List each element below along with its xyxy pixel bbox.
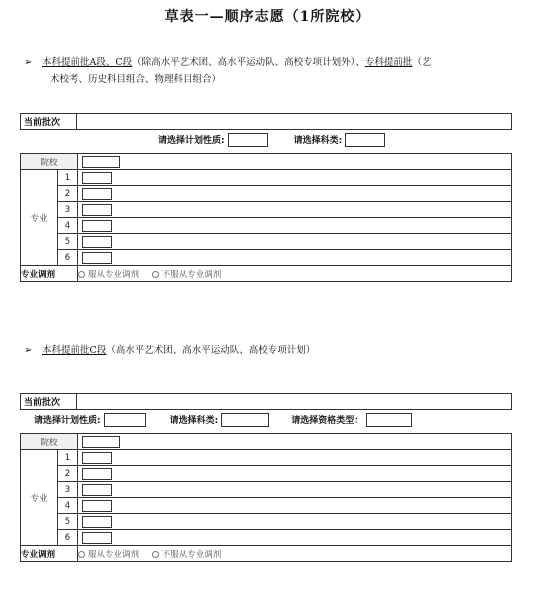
major-number: 2 <box>58 466 78 482</box>
major-input-2[interactable] <box>82 468 112 480</box>
major-row <box>21 218 512 234</box>
batch-note-line2: 术校考、历史科目组合、物理科目组合） <box>50 74 222 85</box>
school-row <box>21 434 512 450</box>
major-row <box>21 466 512 482</box>
plan-type-select[interactable] <box>228 133 268 147</box>
qualification-type-select[interactable] <box>366 413 412 427</box>
major-row <box>21 482 512 498</box>
batch-note: （高水平艺术团、高水平运动队、高校专项计划） <box>106 345 316 356</box>
school-input[interactable] <box>82 156 120 168</box>
adjust-no-option[interactable]: 不服从专业调剂 <box>152 270 222 280</box>
volunteer-table-2 <box>20 433 512 562</box>
major-row <box>21 202 512 218</box>
major-row <box>21 234 512 250</box>
adjust-no-option[interactable]: 不服从专业调剂 <box>152 550 222 560</box>
batch-note: （除高水平艺术团、高水平运动队、高校专项计划外）、 <box>132 57 365 68</box>
qualification-type-label: 请选择资格类型： <box>291 416 364 426</box>
batch-name-c: 本科提前批C段 <box>42 345 107 356</box>
radio-icon[interactable] <box>78 551 85 558</box>
batch-name-a-c: 本科提前批A段、C段 <box>42 57 133 68</box>
radio-icon[interactable] <box>152 271 159 278</box>
major-number: 6 <box>58 530 78 546</box>
major-number: 5 <box>58 514 78 530</box>
major-row <box>21 514 512 530</box>
section2-heading <box>24 342 514 359</box>
subject-type-label: 请选择科类: <box>169 416 219 426</box>
selection-row <box>34 411 512 428</box>
major-number: 3 <box>58 202 78 218</box>
major-input-6[interactable] <box>82 532 112 544</box>
arrow-bullet-icon: ➢ <box>24 57 33 68</box>
volunteer-table-1 <box>20 153 512 282</box>
major-number: 6 <box>58 250 78 266</box>
plan-type-select[interactable] <box>104 413 146 427</box>
school-input[interactable] <box>82 436 120 448</box>
adjust-yes-option[interactable]: 服从专业调剂 <box>78 270 139 280</box>
major-number: 1 <box>58 450 78 466</box>
major-number: 4 <box>58 218 78 234</box>
school-row <box>21 154 512 170</box>
subject-type-select[interactable] <box>345 133 385 147</box>
major-input-5[interactable] <box>82 516 112 528</box>
major-number: 1 <box>58 170 78 186</box>
major-number: 2 <box>58 186 78 202</box>
subject-type-select[interactable] <box>221 413 269 427</box>
plan-type-label: 请选择计划性质: <box>34 416 101 426</box>
batch-note-tail: （艺 <box>412 57 432 68</box>
adjust-row <box>21 546 512 562</box>
adjust-label: 专业调剂 <box>21 546 78 562</box>
selection-row <box>158 131 385 148</box>
major-input-1[interactable] <box>82 172 112 184</box>
adjust-label: 专业调剂 <box>21 266 78 282</box>
major-input-6[interactable] <box>82 252 112 264</box>
adjust-row <box>21 266 512 282</box>
major-input-4[interactable] <box>82 500 112 512</box>
current-batch-label: 当前批次 <box>21 114 77 129</box>
school-label: 院校 <box>21 434 78 450</box>
major-label: 专业 <box>21 170 58 266</box>
major-number: 3 <box>58 482 78 498</box>
batch-name-vocational: 专科提前批 <box>364 57 413 68</box>
major-row <box>21 530 512 546</box>
major-row <box>21 250 512 266</box>
major-input-2[interactable] <box>82 188 112 200</box>
major-input-5[interactable] <box>82 236 112 248</box>
arrow-bullet-icon: ➢ <box>24 345 33 356</box>
major-number: 5 <box>58 234 78 250</box>
current-batch-row <box>20 113 512 130</box>
radio-icon[interactable] <box>152 551 159 558</box>
radio-icon[interactable] <box>78 271 85 278</box>
major-row <box>21 498 512 514</box>
major-row <box>21 186 512 202</box>
current-batch-label: 当前批次 <box>21 394 77 409</box>
major-input-3[interactable] <box>82 484 112 496</box>
major-input-4[interactable] <box>82 220 112 232</box>
subject-type-label: 请选择科类: <box>293 136 343 146</box>
major-number: 4 <box>58 498 78 514</box>
adjust-yes-option[interactable]: 服从专业调剂 <box>78 550 139 560</box>
school-label: 院校 <box>21 154 78 170</box>
major-input-1[interactable] <box>82 452 112 464</box>
major-row <box>21 450 512 466</box>
major-label: 专业 <box>21 450 58 546</box>
section1-heading <box>24 54 514 88</box>
page-title: 草表一—顺序志愿（1所院校） <box>164 9 371 25</box>
plan-type-label: 请选择计划性质: <box>158 136 225 146</box>
major-row <box>21 170 512 186</box>
major-input-3[interactable] <box>82 204 112 216</box>
current-batch-row <box>20 393 512 410</box>
